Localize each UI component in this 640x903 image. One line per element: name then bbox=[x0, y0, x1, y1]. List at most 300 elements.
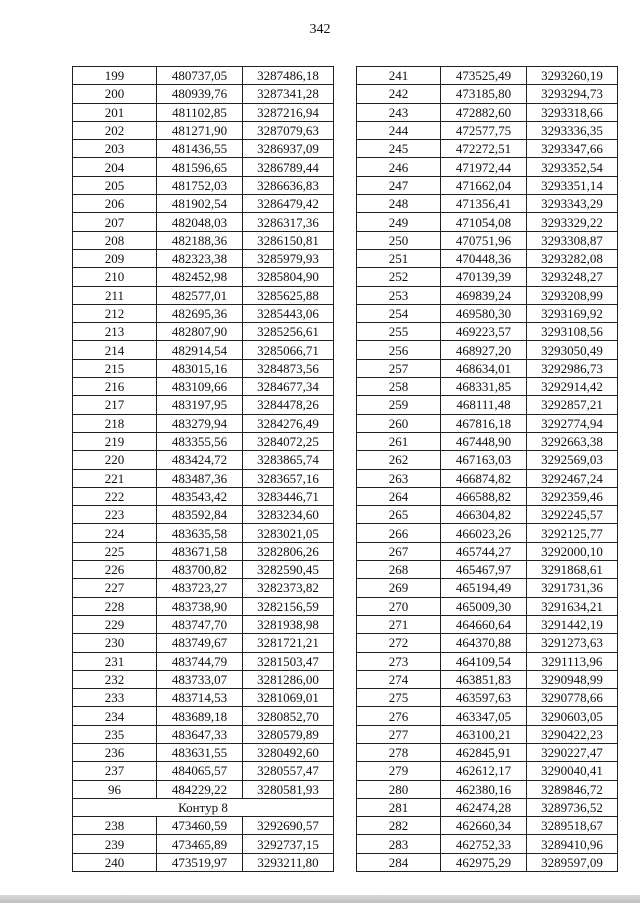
coordinate-x-cell: 462975,29 bbox=[441, 853, 527, 871]
table-row bbox=[357, 542, 618, 560]
coordinate-x-cell: 483592,84 bbox=[157, 506, 243, 524]
coordinate-x-cell: 470448,36 bbox=[441, 249, 527, 267]
coordinate-x-cell: 462474,28 bbox=[441, 798, 527, 816]
coordinate-y-cell: 3293260,19 bbox=[527, 67, 618, 85]
table-row bbox=[73, 304, 334, 322]
coordinate-y-cell: 3292737,15 bbox=[243, 835, 334, 853]
table-row bbox=[73, 506, 334, 524]
coordinate-y-cell: 3293347,66 bbox=[527, 140, 618, 158]
table-row bbox=[73, 487, 334, 505]
coordinate-y-cell: 3282156,59 bbox=[243, 597, 334, 615]
coordinate-x-cell: 469223,57 bbox=[441, 323, 527, 341]
table-row bbox=[73, 268, 334, 286]
coordinate-y-cell: 3285256,61 bbox=[243, 323, 334, 341]
point-number-cell: 271 bbox=[357, 615, 441, 633]
coordinate-x-cell: 482452,98 bbox=[157, 268, 243, 286]
point-number-cell: 278 bbox=[357, 743, 441, 761]
coordinate-y-cell: 3292690,57 bbox=[243, 817, 334, 835]
table-row bbox=[357, 158, 618, 176]
coordinate-x-cell: 482695,36 bbox=[157, 304, 243, 322]
page-number: 342 bbox=[309, 22, 331, 37]
coordinate-x-cell: 472577,75 bbox=[441, 121, 527, 139]
point-number-cell: 245 bbox=[357, 140, 441, 158]
table-row bbox=[357, 231, 618, 249]
coordinate-x-cell: 483671,58 bbox=[157, 542, 243, 560]
point-number-cell: 257 bbox=[357, 359, 441, 377]
point-number-cell: 202 bbox=[73, 121, 157, 139]
point-number-cell: 225 bbox=[73, 542, 157, 560]
point-number-cell: 210 bbox=[73, 268, 157, 286]
scan-bottom-edge bbox=[0, 895, 640, 903]
coordinate-y-cell: 3290422,23 bbox=[527, 725, 618, 743]
coordinate-x-cell: 482188,36 bbox=[157, 231, 243, 249]
coordinate-y-cell: 3293318,66 bbox=[527, 103, 618, 121]
table-row bbox=[73, 597, 334, 615]
point-number-cell: 256 bbox=[357, 341, 441, 359]
point-number-cell: 269 bbox=[357, 579, 441, 597]
table-row bbox=[357, 670, 618, 688]
point-number-cell: 218 bbox=[73, 414, 157, 432]
coordinate-x-cell: 483714,53 bbox=[157, 689, 243, 707]
table-row bbox=[357, 176, 618, 194]
table-row bbox=[73, 725, 334, 743]
coordinate-y-cell: 3287341,28 bbox=[243, 85, 334, 103]
coordinates-table-right bbox=[356, 66, 618, 872]
coordinate-y-cell: 3281069,01 bbox=[243, 689, 334, 707]
coordinate-y-cell: 3284276,49 bbox=[243, 414, 334, 432]
table-row bbox=[357, 725, 618, 743]
point-number-cell: 227 bbox=[73, 579, 157, 597]
table-row bbox=[357, 762, 618, 780]
point-number-cell: 270 bbox=[357, 597, 441, 615]
point-number-cell: 217 bbox=[73, 396, 157, 414]
point-number-cell: 251 bbox=[357, 249, 441, 267]
coordinate-x-cell: 471662,04 bbox=[441, 176, 527, 194]
table-row bbox=[357, 140, 618, 158]
point-number-cell: 214 bbox=[73, 341, 157, 359]
table-row bbox=[357, 432, 618, 450]
table-row bbox=[357, 469, 618, 487]
table-row bbox=[73, 762, 334, 780]
coordinate-x-cell: 483747,70 bbox=[157, 615, 243, 633]
coordinate-x-cell: 469580,30 bbox=[441, 304, 527, 322]
point-number-cell: 207 bbox=[73, 213, 157, 231]
table-row bbox=[357, 853, 618, 871]
point-number-cell: 222 bbox=[73, 487, 157, 505]
point-number-cell: 244 bbox=[357, 121, 441, 139]
point-number-cell: 238 bbox=[73, 817, 157, 835]
coordinate-x-cell: 468927,20 bbox=[441, 341, 527, 359]
coordinate-x-cell: 463100,21 bbox=[441, 725, 527, 743]
table-row bbox=[73, 451, 334, 469]
point-number-cell: 283 bbox=[357, 835, 441, 853]
point-number-cell: 261 bbox=[357, 432, 441, 450]
coordinate-x-cell: 465009,30 bbox=[441, 597, 527, 615]
coordinate-x-cell: 470139,39 bbox=[441, 268, 527, 286]
coordinate-x-cell: 483279,94 bbox=[157, 414, 243, 432]
coordinate-x-cell: 463597,63 bbox=[441, 689, 527, 707]
table-row bbox=[73, 469, 334, 487]
coordinate-y-cell: 3282590,45 bbox=[243, 561, 334, 579]
table-row bbox=[73, 542, 334, 560]
coordinate-x-cell: 473460,59 bbox=[157, 817, 243, 835]
table-row bbox=[357, 689, 618, 707]
coordinate-x-cell: 467163,03 bbox=[441, 451, 527, 469]
table-row bbox=[357, 378, 618, 396]
point-number-cell: 254 bbox=[357, 304, 441, 322]
coordinate-x-cell: 482807,90 bbox=[157, 323, 243, 341]
coordinate-x-cell: 472272,51 bbox=[441, 140, 527, 158]
coordinate-y-cell: 3280557,47 bbox=[243, 762, 334, 780]
coordinate-y-cell: 3290948,99 bbox=[527, 670, 618, 688]
coordinate-y-cell: 3281286,00 bbox=[243, 670, 334, 688]
table-row bbox=[73, 561, 334, 579]
coordinate-x-cell: 481102,85 bbox=[157, 103, 243, 121]
table-row bbox=[357, 835, 618, 853]
coordinate-x-cell: 463851,83 bbox=[441, 670, 527, 688]
coordinate-x-cell: 483700,82 bbox=[157, 561, 243, 579]
point-number-cell: 223 bbox=[73, 506, 157, 524]
coordinate-x-cell: 483723,27 bbox=[157, 579, 243, 597]
coordinate-x-cell: 473519,97 bbox=[157, 853, 243, 871]
point-number-cell: 255 bbox=[357, 323, 441, 341]
coordinate-x-cell: 481596,65 bbox=[157, 158, 243, 176]
point-number-cell: 211 bbox=[73, 286, 157, 304]
coordinate-y-cell: 3280492,60 bbox=[243, 743, 334, 761]
table-row bbox=[73, 85, 334, 103]
coordinate-y-cell: 3283657,16 bbox=[243, 469, 334, 487]
point-number-cell: 232 bbox=[73, 670, 157, 688]
coordinate-y-cell: 3289736,52 bbox=[527, 798, 618, 816]
coordinate-x-cell: 483738,90 bbox=[157, 597, 243, 615]
coordinate-x-cell: 463347,05 bbox=[441, 707, 527, 725]
coordinate-y-cell: 3286937,09 bbox=[243, 140, 334, 158]
coordinate-y-cell: 3290227,47 bbox=[527, 743, 618, 761]
coordinate-y-cell: 3283446,71 bbox=[243, 487, 334, 505]
table-row bbox=[73, 689, 334, 707]
coordinate-x-cell: 468111,48 bbox=[441, 396, 527, 414]
coordinate-y-cell: 3291868,61 bbox=[527, 561, 618, 579]
coordinate-y-cell: 3293208,99 bbox=[527, 286, 618, 304]
coordinate-y-cell: 3285979,93 bbox=[243, 249, 334, 267]
coordinate-y-cell: 3292857,21 bbox=[527, 396, 618, 414]
coordinate-x-cell: 482577,01 bbox=[157, 286, 243, 304]
table-row bbox=[357, 615, 618, 633]
table-row bbox=[73, 615, 334, 633]
point-number-cell: 274 bbox=[357, 670, 441, 688]
point-number-cell: 215 bbox=[73, 359, 157, 377]
table-row bbox=[357, 634, 618, 652]
coordinate-x-cell: 483487,36 bbox=[157, 469, 243, 487]
point-number-cell: 208 bbox=[73, 231, 157, 249]
coordinate-y-cell: 3293336,35 bbox=[527, 121, 618, 139]
coordinate-y-cell: 3292000,10 bbox=[527, 542, 618, 560]
point-number-cell: 231 bbox=[73, 652, 157, 670]
coordinate-y-cell: 3285625,88 bbox=[243, 286, 334, 304]
table-row bbox=[73, 432, 334, 450]
table-row bbox=[357, 414, 618, 432]
coordinate-x-cell: 464109,54 bbox=[441, 652, 527, 670]
table-row bbox=[73, 231, 334, 249]
table-row bbox=[73, 158, 334, 176]
point-number-cell: 203 bbox=[73, 140, 157, 158]
coordinate-y-cell: 3287079,63 bbox=[243, 121, 334, 139]
point-number-cell: 273 bbox=[357, 652, 441, 670]
coordinate-x-cell: 467448,90 bbox=[441, 432, 527, 450]
point-number-cell: 259 bbox=[357, 396, 441, 414]
coordinate-y-cell: 3292569,03 bbox=[527, 451, 618, 469]
coordinate-y-cell: 3291442,19 bbox=[527, 615, 618, 633]
table-row bbox=[357, 396, 618, 414]
point-number-cell: 226 bbox=[73, 561, 157, 579]
table-row bbox=[357, 304, 618, 322]
table-row bbox=[357, 780, 618, 798]
table-row bbox=[73, 378, 334, 396]
table-row bbox=[73, 121, 334, 139]
coordinate-y-cell: 3293308,87 bbox=[527, 231, 618, 249]
table-row bbox=[357, 341, 618, 359]
table-row bbox=[357, 85, 618, 103]
coordinate-x-cell: 466304,82 bbox=[441, 506, 527, 524]
coordinate-y-cell: 3291731,36 bbox=[527, 579, 618, 597]
point-number-cell: 96 bbox=[73, 780, 157, 798]
coordinate-x-cell: 481752,03 bbox=[157, 176, 243, 194]
point-number-cell: 282 bbox=[357, 817, 441, 835]
coordinate-y-cell: 3292774,94 bbox=[527, 414, 618, 432]
coordinate-x-cell: 473525,49 bbox=[441, 67, 527, 85]
table-row bbox=[73, 396, 334, 414]
coordinate-x-cell: 483689,18 bbox=[157, 707, 243, 725]
point-number-cell: 220 bbox=[73, 451, 157, 469]
point-number-cell: 219 bbox=[73, 432, 157, 450]
coordinate-y-cell: 3292125,77 bbox=[527, 524, 618, 542]
table-row bbox=[73, 817, 334, 835]
coordinate-y-cell: 3289410,96 bbox=[527, 835, 618, 853]
coordinate-y-cell: 3284072,25 bbox=[243, 432, 334, 450]
coordinate-y-cell: 3282806,26 bbox=[243, 542, 334, 560]
table-row bbox=[73, 524, 334, 542]
coordinate-y-cell: 3283865,74 bbox=[243, 451, 334, 469]
point-number-cell: 279 bbox=[357, 762, 441, 780]
table-row bbox=[73, 579, 334, 597]
point-number-cell: 236 bbox=[73, 743, 157, 761]
coordinate-y-cell: 3293248,27 bbox=[527, 268, 618, 286]
coordinate-x-cell: 465467,97 bbox=[441, 561, 527, 579]
coordinate-x-cell: 483424,72 bbox=[157, 451, 243, 469]
coordinate-y-cell: 3280579,89 bbox=[243, 725, 334, 743]
table-row bbox=[357, 67, 618, 85]
table-row bbox=[73, 323, 334, 341]
coordinate-x-cell: 484065,57 bbox=[157, 762, 243, 780]
coordinate-y-cell: 3284478,26 bbox=[243, 396, 334, 414]
point-number-cell: 265 bbox=[357, 506, 441, 524]
coordinate-x-cell: 470751,96 bbox=[441, 231, 527, 249]
coordinate-x-cell: 472882,60 bbox=[441, 103, 527, 121]
coordinate-y-cell: 3293294,73 bbox=[527, 85, 618, 103]
point-number-cell: 264 bbox=[357, 487, 441, 505]
coordinate-y-cell: 3293329,22 bbox=[527, 213, 618, 231]
coordinate-x-cell: 468634,01 bbox=[441, 359, 527, 377]
coordinate-x-cell: 471054,08 bbox=[441, 213, 527, 231]
coordinate-x-cell: 480737,05 bbox=[157, 67, 243, 85]
point-number-cell: 213 bbox=[73, 323, 157, 341]
point-number-cell: 224 bbox=[73, 524, 157, 542]
table-row bbox=[73, 67, 334, 85]
point-number-cell: 252 bbox=[357, 268, 441, 286]
coordinate-y-cell: 3283234,60 bbox=[243, 506, 334, 524]
coordinate-y-cell: 3281721,21 bbox=[243, 634, 334, 652]
point-number-cell: 239 bbox=[73, 835, 157, 853]
point-number-cell: 241 bbox=[357, 67, 441, 85]
point-number-cell: 272 bbox=[357, 634, 441, 652]
coordinate-y-cell: 3285804,90 bbox=[243, 268, 334, 286]
point-number-cell: 253 bbox=[357, 286, 441, 304]
coordinate-y-cell: 3287486,18 bbox=[243, 67, 334, 85]
table-row bbox=[357, 323, 618, 341]
coordinate-x-cell: 462380,16 bbox=[441, 780, 527, 798]
coordinate-x-cell: 483647,33 bbox=[157, 725, 243, 743]
table-row bbox=[357, 561, 618, 579]
coordinate-x-cell: 482048,03 bbox=[157, 213, 243, 231]
coordinate-x-cell: 483197,95 bbox=[157, 396, 243, 414]
coordinate-y-cell: 3289518,67 bbox=[527, 817, 618, 835]
point-number-cell: 284 bbox=[357, 853, 441, 871]
coordinate-y-cell: 3293211,80 bbox=[243, 853, 334, 871]
coordinate-x-cell: 473185,80 bbox=[441, 85, 527, 103]
coordinate-y-cell: 3281938,98 bbox=[243, 615, 334, 633]
coordinate-x-cell: 483744,79 bbox=[157, 652, 243, 670]
coordinate-y-cell: 3290778,66 bbox=[527, 689, 618, 707]
coordinate-x-cell: 483635,58 bbox=[157, 524, 243, 542]
coordinate-x-cell: 482914,54 bbox=[157, 341, 243, 359]
point-number-cell: 201 bbox=[73, 103, 157, 121]
coordinate-x-cell: 483749,67 bbox=[157, 634, 243, 652]
table-row bbox=[357, 249, 618, 267]
point-number-cell: 277 bbox=[357, 725, 441, 743]
table-row bbox=[357, 817, 618, 835]
contour-label: Контур 8 bbox=[73, 798, 334, 816]
point-number-cell: 258 bbox=[357, 378, 441, 396]
coordinate-x-cell: 481902,54 bbox=[157, 195, 243, 213]
coordinate-y-cell: 3287216,94 bbox=[243, 103, 334, 121]
table-row bbox=[73, 414, 334, 432]
coordinate-x-cell: 473465,89 bbox=[157, 835, 243, 853]
point-number-cell: 235 bbox=[73, 725, 157, 743]
table-row bbox=[357, 359, 618, 377]
point-number-cell: 248 bbox=[357, 195, 441, 213]
table-row bbox=[73, 780, 334, 798]
point-number-cell: 243 bbox=[357, 103, 441, 121]
coordinate-x-cell: 462845,91 bbox=[441, 743, 527, 761]
point-number-cell: 262 bbox=[357, 451, 441, 469]
coordinate-y-cell: 3289597,09 bbox=[527, 853, 618, 871]
coordinate-x-cell: 466588,82 bbox=[441, 487, 527, 505]
point-number-cell: 240 bbox=[73, 853, 157, 871]
table-row bbox=[357, 103, 618, 121]
coordinate-y-cell: 3293343,29 bbox=[527, 195, 618, 213]
coordinate-y-cell: 3292359,46 bbox=[527, 487, 618, 505]
table-row bbox=[357, 451, 618, 469]
coordinate-y-cell: 3292914,42 bbox=[527, 378, 618, 396]
contour-header-row bbox=[73, 798, 334, 816]
point-number-cell: 212 bbox=[73, 304, 157, 322]
coordinate-y-cell: 3291273,63 bbox=[527, 634, 618, 652]
coordinate-x-cell: 481436,55 bbox=[157, 140, 243, 158]
table-row bbox=[357, 268, 618, 286]
coordinate-x-cell: 466023,26 bbox=[441, 524, 527, 542]
point-number-cell: 229 bbox=[73, 615, 157, 633]
coordinate-x-cell: 465744,27 bbox=[441, 542, 527, 560]
coordinate-x-cell: 483355,56 bbox=[157, 432, 243, 450]
coordinate-x-cell: 467816,18 bbox=[441, 414, 527, 432]
coordinate-y-cell: 3285443,06 bbox=[243, 304, 334, 322]
coordinate-y-cell: 3286479,42 bbox=[243, 195, 334, 213]
table-row bbox=[357, 707, 618, 725]
point-number-cell: 242 bbox=[357, 85, 441, 103]
table-row bbox=[357, 798, 618, 816]
coordinate-x-cell: 462660,34 bbox=[441, 817, 527, 835]
table-row bbox=[73, 213, 334, 231]
table-row bbox=[357, 286, 618, 304]
coordinate-x-cell: 482323,38 bbox=[157, 249, 243, 267]
point-number-cell: 199 bbox=[73, 67, 157, 85]
table-row bbox=[357, 506, 618, 524]
coordinate-x-cell: 462752,33 bbox=[441, 835, 527, 853]
point-number-cell: 237 bbox=[73, 762, 157, 780]
point-number-cell: 268 bbox=[357, 561, 441, 579]
coordinate-y-cell: 3286789,44 bbox=[243, 158, 334, 176]
point-number-cell: 275 bbox=[357, 689, 441, 707]
table-row bbox=[73, 341, 334, 359]
coordinate-y-cell: 3292245,57 bbox=[527, 506, 618, 524]
point-number-cell: 281 bbox=[357, 798, 441, 816]
coordinate-y-cell: 3285066,71 bbox=[243, 341, 334, 359]
coordinate-x-cell: 469839,24 bbox=[441, 286, 527, 304]
table-row bbox=[73, 670, 334, 688]
point-number-cell: 260 bbox=[357, 414, 441, 432]
coordinate-x-cell: 464660,64 bbox=[441, 615, 527, 633]
point-number-cell: 200 bbox=[73, 85, 157, 103]
point-number-cell: 234 bbox=[73, 707, 157, 725]
coordinate-y-cell: 3280581,93 bbox=[243, 780, 334, 798]
coordinate-x-cell: 483015,16 bbox=[157, 359, 243, 377]
point-number-cell: 276 bbox=[357, 707, 441, 725]
point-number-cell: 209 bbox=[73, 249, 157, 267]
coordinate-x-cell: 481271,90 bbox=[157, 121, 243, 139]
coordinate-x-cell: 465194,49 bbox=[441, 579, 527, 597]
point-number-cell: 230 bbox=[73, 634, 157, 652]
coordinate-y-cell: 3282373,82 bbox=[243, 579, 334, 597]
coordinate-y-cell: 3292663,38 bbox=[527, 432, 618, 450]
coordinate-y-cell: 3284677,34 bbox=[243, 378, 334, 396]
coordinate-y-cell: 3286636,83 bbox=[243, 176, 334, 194]
point-number-cell: 249 bbox=[357, 213, 441, 231]
coordinate-y-cell: 3293282,08 bbox=[527, 249, 618, 267]
table-row bbox=[357, 195, 618, 213]
coordinate-x-cell: 483109,66 bbox=[157, 378, 243, 396]
coordinate-y-cell: 3292467,24 bbox=[527, 469, 618, 487]
coordinate-x-cell: 483631,55 bbox=[157, 743, 243, 761]
coordinate-x-cell: 471356,41 bbox=[441, 195, 527, 213]
coordinate-y-cell: 3293108,56 bbox=[527, 323, 618, 341]
coordinate-y-cell: 3293050,49 bbox=[527, 341, 618, 359]
point-number-cell: 205 bbox=[73, 176, 157, 194]
coordinate-y-cell: 3281503,47 bbox=[243, 652, 334, 670]
table-row bbox=[73, 286, 334, 304]
table-row bbox=[73, 140, 334, 158]
table-row bbox=[73, 835, 334, 853]
point-number-cell: 266 bbox=[357, 524, 441, 542]
